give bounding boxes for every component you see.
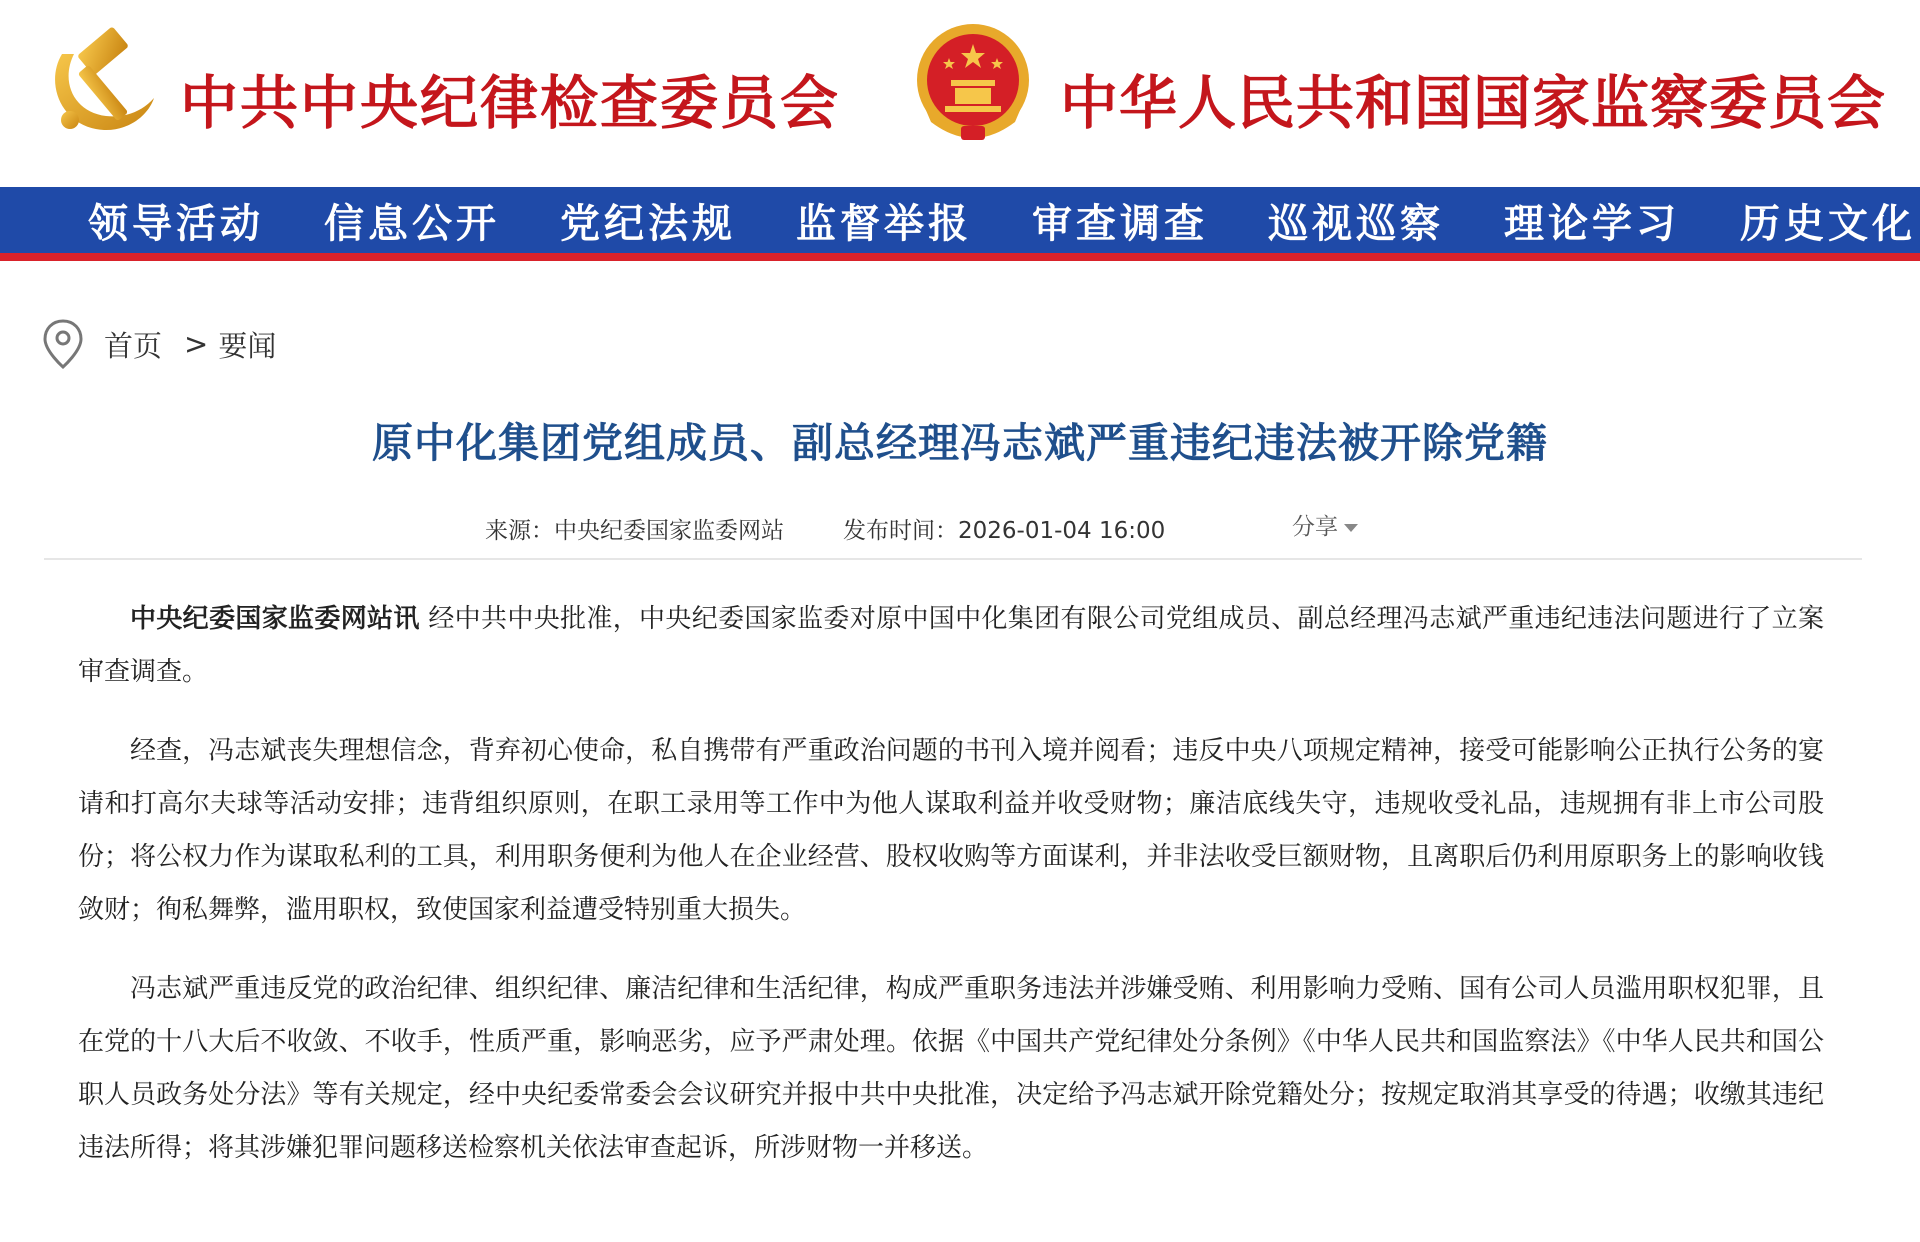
publish-time-label: 发布时间： bbox=[843, 518, 958, 544]
article-paragraph: 冯志斌严重违反党的政治纪律、组织纪律、廉洁纪律和生活纪律，构成严重职务违法并涉嫌受贿、利用影响力受贿、国有公司人员滥用职权犯罪，且在党的十八大后不收敛、不收手，性质严重，影响恶劣，应予严肃处理。依据《中国共产党纪律处分条例》《中华人民共和国监察法》《中华人民共和国公职人员政务处分法》等有关规定，经中央纪委常委会会议研究并报中共中央批准，决定给予冯志斌开除党籍处分；按规定取消其享受的待遇；收缴其违纪违法所得；将其涉嫌犯罪问题移送检察机关依法审查起诉，所涉财物一并移送。 bbox=[78, 974, 1824, 1163]
nav-item-theory[interactable]: 理论学习 bbox=[1504, 199, 1680, 247]
nsc-title: 中华人民共和国国家监察委员会 bbox=[1060, 69, 1887, 137]
nav-item-history[interactable]: 历史文化 bbox=[1740, 199, 1916, 247]
article-publish-time bbox=[843, 512, 1165, 545]
nav-item-disclosure[interactable]: 信息公开 bbox=[324, 199, 500, 247]
nav-item-report[interactable]: 监督举报 bbox=[796, 199, 972, 247]
national-emblem-icon[interactable] bbox=[915, 22, 1031, 146]
breadcrumb bbox=[42, 318, 276, 370]
site-header bbox=[0, 0, 1920, 187]
breadcrumb-home-link[interactable]: 首页 bbox=[104, 328, 163, 363]
location-pin-icon bbox=[42, 318, 84, 370]
meta-divider bbox=[44, 558, 1862, 560]
nav-item-leadership[interactable]: 领导活动 bbox=[88, 199, 264, 247]
publish-time-value: 2026-01-04 16:00 bbox=[958, 518, 1166, 544]
article-source: 来源：中央纪委国家监委网站 bbox=[485, 518, 784, 544]
party-emblem-icon[interactable] bbox=[40, 24, 160, 144]
article-title: 原中化集团党组成员、副总经理冯志斌严重违纪违法被开除党籍 bbox=[372, 419, 1548, 467]
article-paragraph: 经查，冯志斌丧失理想信念，背弃初心使命，私自携带有严重政治问题的书刊入境并阅看；违反中央八项规定精神，接受可能影响公正执行公务的宴请和打高尔夫球等活动安排；违背组织原则，在职工录用等工作中为他人谋取利益并收受财物；廉洁底线失守，违规收受礼品，违规拥有非上市公司股份；将公权力作为谋取私利的工具，利用职务便利为他人在企业经营、股权收购等方面谋利，并非法收受巨额财物，且离职后仍利用原职务上的影响收钱敛财；徇私舞弊，滥用职权，致使国家利益遭受特别重大损失。 bbox=[78, 736, 1824, 925]
article-lead: 中央纪委国家监委网站讯 bbox=[130, 604, 420, 634]
chevron-down-icon bbox=[1344, 524, 1358, 532]
nav-item-regulations[interactable]: 党纪法规 bbox=[560, 199, 736, 247]
paragraph-text: 经中共中央批准，中央纪委国家监委对原中国中化集团有限公司党组成员、副总经理冯志斌严重违纪违法问题进行了立案审查调查。 bbox=[78, 604, 1824, 687]
breadcrumb-current-link[interactable]: 要闻 bbox=[218, 328, 277, 363]
article-meta bbox=[0, 512, 1920, 548]
nav-item-inspection[interactable]: 巡视巡察 bbox=[1268, 199, 1444, 247]
article-body bbox=[78, 593, 1824, 1201]
main-nav bbox=[0, 187, 1920, 261]
nav-item-investigation[interactable]: 审查调查 bbox=[1032, 199, 1208, 247]
share-button[interactable] bbox=[1292, 508, 1358, 541]
breadcrumb-separator: > bbox=[184, 327, 209, 361]
ccdi-title: 中共中央纪律检查委员会 bbox=[180, 69, 841, 137]
share-label: 分享 bbox=[1292, 514, 1338, 540]
article-paragraph bbox=[78, 593, 1824, 699]
